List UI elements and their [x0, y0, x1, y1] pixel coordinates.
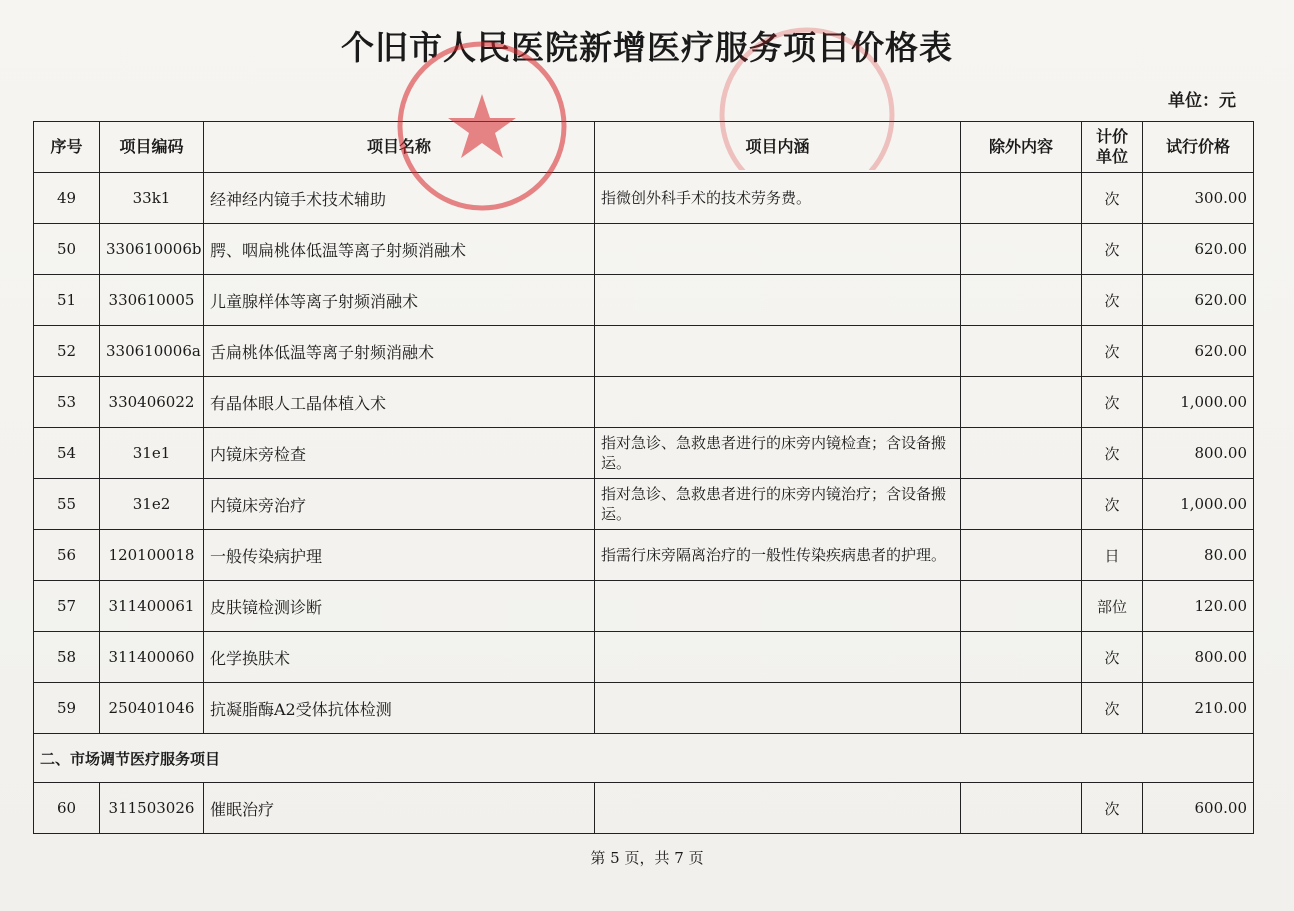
cell-code: 31e2 — [100, 479, 204, 530]
document-title: 个旧市人民医院新增医疗服务项目价格表 — [341, 28, 953, 67]
cell-name: 有晶体眼人工晶体植入术 — [204, 377, 595, 428]
cell-name: 催眠治疗 — [204, 783, 595, 834]
cell-exclude — [961, 377, 1082, 428]
cell-seq: 49 — [34, 173, 100, 224]
cell-price: 300.00 — [1143, 173, 1254, 224]
cell-unit: 次 — [1082, 326, 1143, 377]
cell-exclude — [961, 530, 1082, 581]
table-row — [34, 632, 1254, 683]
header-content: 项目内涵 — [595, 122, 961, 173]
cell-seq: 56 — [34, 530, 100, 581]
cell-code: 330406022 — [100, 377, 204, 428]
cell-code: 330610005 — [100, 275, 204, 326]
cell-unit: 次 — [1082, 783, 1143, 834]
cell-name: 腭、咽扁桃体低温等离子射频消融术 — [204, 224, 595, 275]
cell-name: 抗凝脂酶A2受体抗体检测 — [204, 683, 595, 734]
cell-content: 指对急诊、急救患者进行的床旁内镜治疗；含设备搬运。 — [595, 479, 961, 530]
cell-content — [595, 683, 961, 734]
cell-code: 33k1 — [100, 173, 204, 224]
cell-unit: 次 — [1082, 632, 1143, 683]
cell-name: 内镜床旁检查 — [204, 428, 595, 479]
cell-price: 120.00 — [1143, 581, 1254, 632]
table-row — [34, 326, 1254, 377]
cell-exclude — [961, 173, 1082, 224]
price-table — [33, 121, 1254, 834]
cell-exclude — [961, 632, 1082, 683]
cell-code: 330610006b — [100, 224, 204, 275]
cell-price: 600.00 — [1143, 783, 1254, 834]
table-row — [34, 581, 1254, 632]
table-row — [34, 683, 1254, 734]
cell-name: 一般传染病护理 — [204, 530, 595, 581]
cell-content — [595, 224, 961, 275]
cell-unit: 次 — [1082, 377, 1143, 428]
cell-price: 800.00 — [1143, 428, 1254, 479]
cell-name: 舌扁桃体低温等离子射频消融术 — [204, 326, 595, 377]
cell-content: 指对急诊、急救患者进行的床旁内镜检查；含设备搬运。 — [595, 428, 961, 479]
cell-content — [595, 783, 961, 834]
cell-seq: 51 — [34, 275, 100, 326]
cell-seq: 60 — [34, 783, 100, 834]
cell-unit: 次 — [1082, 479, 1143, 530]
header-code: 项目编码 — [100, 122, 204, 173]
table-row — [34, 428, 1254, 479]
table-row — [34, 783, 1254, 834]
cell-code: 120100018 — [100, 530, 204, 581]
cell-unit: 次 — [1082, 683, 1143, 734]
cell-name: 经神经内镜手术技术辅助 — [204, 173, 595, 224]
cell-price: 800.00 — [1143, 632, 1254, 683]
cell-seq: 53 — [34, 377, 100, 428]
cell-content: 指微创外科手术的技术劳务费。 — [595, 173, 961, 224]
table-row — [34, 173, 1254, 224]
cell-seq: 54 — [34, 428, 100, 479]
section-row — [34, 734, 1254, 783]
table-header-row — [34, 122, 1254, 173]
cell-seq: 55 — [34, 479, 100, 530]
cell-code: 311400060 — [100, 632, 204, 683]
table-body-market — [34, 734, 1254, 834]
table-row — [34, 275, 1254, 326]
cell-price: 620.00 — [1143, 224, 1254, 275]
cell-price: 210.00 — [1143, 683, 1254, 734]
cell-exclude — [961, 275, 1082, 326]
table-row — [34, 377, 1254, 428]
cell-unit: 次 — [1082, 275, 1143, 326]
cell-content: 指需行床旁隔离治疗的一般性传染疾病患者的护理。 — [595, 530, 961, 581]
header-unit: 计价单位 — [1082, 122, 1143, 173]
cell-seq: 57 — [34, 581, 100, 632]
cell-exclude — [961, 428, 1082, 479]
cell-content — [595, 632, 961, 683]
cell-content — [595, 377, 961, 428]
cell-price: 620.00 — [1143, 326, 1254, 377]
cell-seq: 52 — [34, 326, 100, 377]
cell-unit: 次 — [1082, 224, 1143, 275]
cell-code: 311503026 — [100, 783, 204, 834]
cell-code: 330610006a — [100, 326, 204, 377]
header-name: 项目名称 — [204, 122, 595, 173]
cell-content — [595, 275, 961, 326]
cell-seq: 50 — [34, 224, 100, 275]
cell-name: 儿童腺样体等离子射频消融术 — [204, 275, 595, 326]
unit-label: 单位：元 — [1168, 91, 1236, 111]
cell-seq: 59 — [34, 683, 100, 734]
header-price: 试行价格 — [1143, 122, 1254, 173]
cell-unit: 次 — [1082, 173, 1143, 224]
table-row — [34, 479, 1254, 530]
cell-exclude — [961, 683, 1082, 734]
table-row — [34, 224, 1254, 275]
cell-exclude — [961, 224, 1082, 275]
cell-price: 1,000.00 — [1143, 377, 1254, 428]
cell-code: 250401046 — [100, 683, 204, 734]
cell-name: 化学换肤术 — [204, 632, 595, 683]
table-row — [34, 530, 1254, 581]
table-body — [34, 173, 1254, 734]
cell-code: 31e1 — [100, 428, 204, 479]
cell-unit: 次 — [1082, 428, 1143, 479]
cell-price: 620.00 — [1143, 275, 1254, 326]
cell-exclude — [961, 783, 1082, 834]
cell-unit: 日 — [1082, 530, 1143, 581]
cell-content — [595, 326, 961, 377]
cell-seq: 58 — [34, 632, 100, 683]
cell-exclude — [961, 479, 1082, 530]
section-label: 二、市场调节医疗服务项目 — [34, 734, 1254, 783]
cell-name: 内镜床旁治疗 — [204, 479, 595, 530]
cell-name: 皮肤镜检测诊断 — [204, 581, 595, 632]
page-footer: 第 5 页，共 7 页 — [590, 849, 704, 867]
cell-code: 311400061 — [100, 581, 204, 632]
header-seq: 序号 — [34, 122, 100, 173]
header-exclude: 除外内容 — [961, 122, 1082, 173]
cell-exclude — [961, 581, 1082, 632]
cell-price: 1,000.00 — [1143, 479, 1254, 530]
cell-exclude — [961, 326, 1082, 377]
cell-unit: 部位 — [1082, 581, 1143, 632]
cell-price: 80.00 — [1143, 530, 1254, 581]
cell-content — [595, 581, 961, 632]
